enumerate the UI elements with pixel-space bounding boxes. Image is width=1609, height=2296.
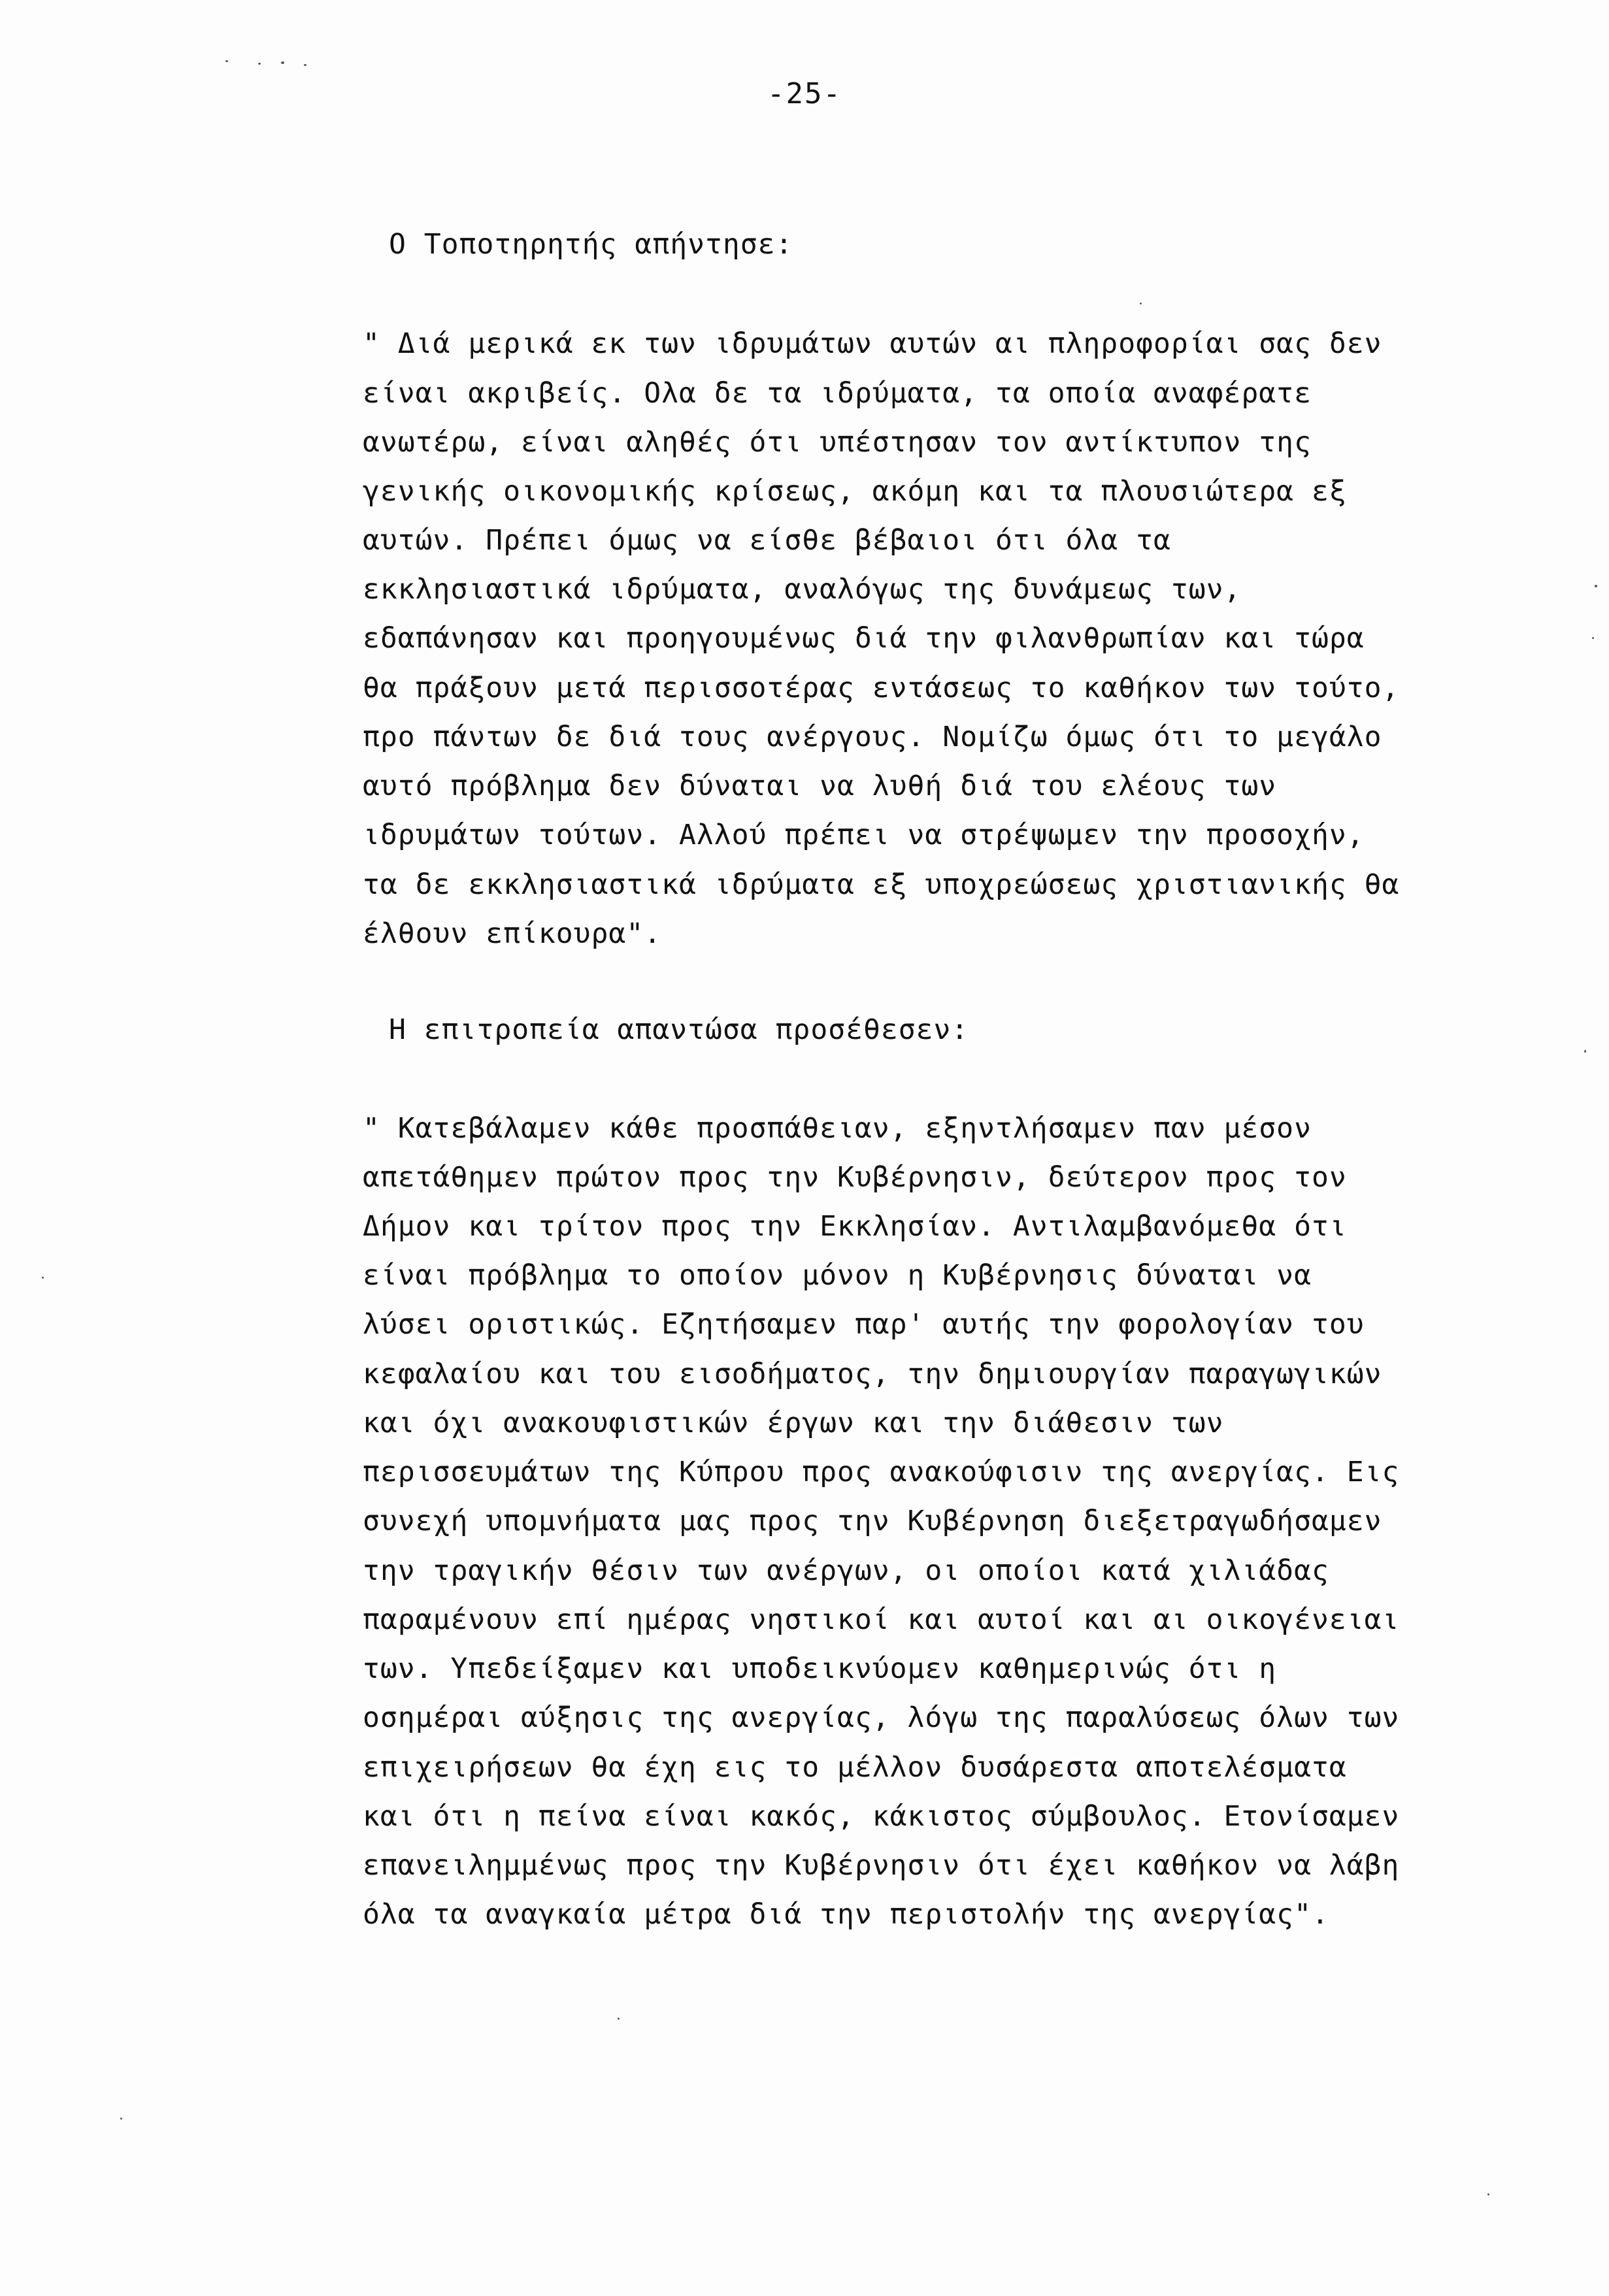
text-line: έλθουν επίκουρα".	[363, 917, 662, 950]
scan-speck	[618, 2018, 620, 2020]
text-line: Ο Τοποτηρητής απήντησε:	[389, 228, 793, 261]
scan-speck	[304, 64, 307, 66]
scan-speck	[42, 1277, 44, 1279]
page-number: -25-	[767, 77, 842, 110]
text-line: θα πράξουν μετά περισσοτέρας εντάσεως το καθήκον των τούτο,	[363, 672, 1400, 704]
text-line: την τραγικήν θέσιν των ανέργων, οι οποίοι κατά χιλιάδας	[363, 1554, 1329, 1587]
text-line: ιδρυμάτων τούτων. Αλλού πρέπει να στρέψωμεν την προσοχήν,	[363, 819, 1365, 851]
text-line: επανειλημμένως προς την Κυβέρνησιν ότι έχει καθήκον να λάβη	[363, 1849, 1400, 1882]
text-line: είναι ακριβείς. Ολα δε τα ιδρύματα, τα οποία αναφέρατε	[363, 377, 1312, 410]
scan-speck	[1595, 585, 1597, 587]
text-line: τα δε εκκλησιαστικά ιδρύματα εξ υποχρεώσεως χριστιανικής θα	[363, 868, 1400, 901]
scan-speck	[1140, 303, 1142, 304]
scan-speck	[225, 60, 228, 62]
text-line: κεφαλαίου και του εισοδήματος, την δημιουργίαν παραγωγικών	[363, 1358, 1382, 1390]
text-line: περισσευμάτων της Κύπρου προς ανακούφισιν της ανεργίας. Εις	[363, 1456, 1400, 1488]
text-line: Η επιτροπεία απαντώσα προσέθεσεν:	[389, 1013, 969, 1046]
scan-speck	[1592, 637, 1594, 639]
scan-speck	[281, 61, 284, 64]
text-line: οσημέραι αύξησις της ανεργίας, λόγω της παραλύσεως όλων των	[363, 1701, 1400, 1734]
text-line: αυτό πρόβλημα δεν δύναται να λυθή διά του ελέους των	[363, 770, 1277, 802]
text-line: συνεχή υπομνήματα μας προς την Κυβέρνηση διεξετραγωδήσαμεν	[363, 1505, 1382, 1537]
text-line: παραμένουν επί ημέρας νηστικοί και αυτοί και αι οικογένειαι	[363, 1603, 1400, 1636]
text-line: είναι πρόβλημα το οποίον μόνον η Κυβέρνησις δύναται να	[363, 1259, 1312, 1292]
text-line: απετάθημεν πρώτον προς την Κυβέρνησιν, δεύτερον προς τον	[363, 1161, 1347, 1194]
text-line: " Διά μερικά εκ των ιδρυμάτων αυτών αι πληροφορίαι σας δεν	[363, 327, 1382, 360]
text-line: εδαπάνησαν και προηγουμένως διά την φιλανθρωπίαν και τώρα	[363, 622, 1365, 655]
text-line: Δήμον και τρίτον προς την Εκκλησίαν. Αντιλαμβανόμεθα ότι	[363, 1210, 1347, 1243]
text-line: αυτών. Πρέπει όμως να είσθε βέβαιοι ότι όλα τα	[363, 524, 1171, 557]
text-line: όλα τα αναγκαία μέτρα διά την περιστολήν της ανεργίας".	[363, 1898, 1329, 1931]
text-line: λύσει οριστικώς. Εζητήσαμεν παρ' αυτής την φορολογίαν του	[363, 1308, 1365, 1341]
text-line: γενικής οικονομικής κρίσεως, ακόμη και τα πλουσιώτερα εξ	[363, 475, 1347, 508]
text-line: και όχι ανακουφιστικών έργων και την διάθεσιν των	[363, 1407, 1224, 1439]
text-line: και ότι η πείνα είναι κακός, κάκιστος σύμβουλος. Ετονίσαμεν	[363, 1800, 1400, 1833]
scan-speck	[120, 2118, 122, 2120]
scan-speck	[1584, 1050, 1586, 1053]
text-line: προ πάντων δε διά τους ανέργους. Νομίζω όμως ότι το μεγάλο	[363, 721, 1382, 753]
scan-speck	[258, 63, 261, 65]
scan-speck	[1487, 2193, 1489, 2195]
text-line: ανωτέρω, είναι αληθές ότι υπέστησαν τον αντίκτυπον της	[363, 426, 1312, 459]
text-line: " Κατεβάλαμεν κάθε προσπάθειαν, εξηντλήσαμεν παν μέσον	[363, 1112, 1312, 1145]
text-line: επιχειρήσεων θα έχη εις το μέλλον δυσάρεστα αποτελέσματα	[363, 1751, 1347, 1784]
text-line: εκκλησιαστικά ιδρύματα, αναλόγως της δυνάμεως των,	[363, 573, 1242, 606]
text-line: των. Υπεδείξαμεν και υποδεικνύομεν καθημερινώς ότι η	[363, 1652, 1277, 1685]
